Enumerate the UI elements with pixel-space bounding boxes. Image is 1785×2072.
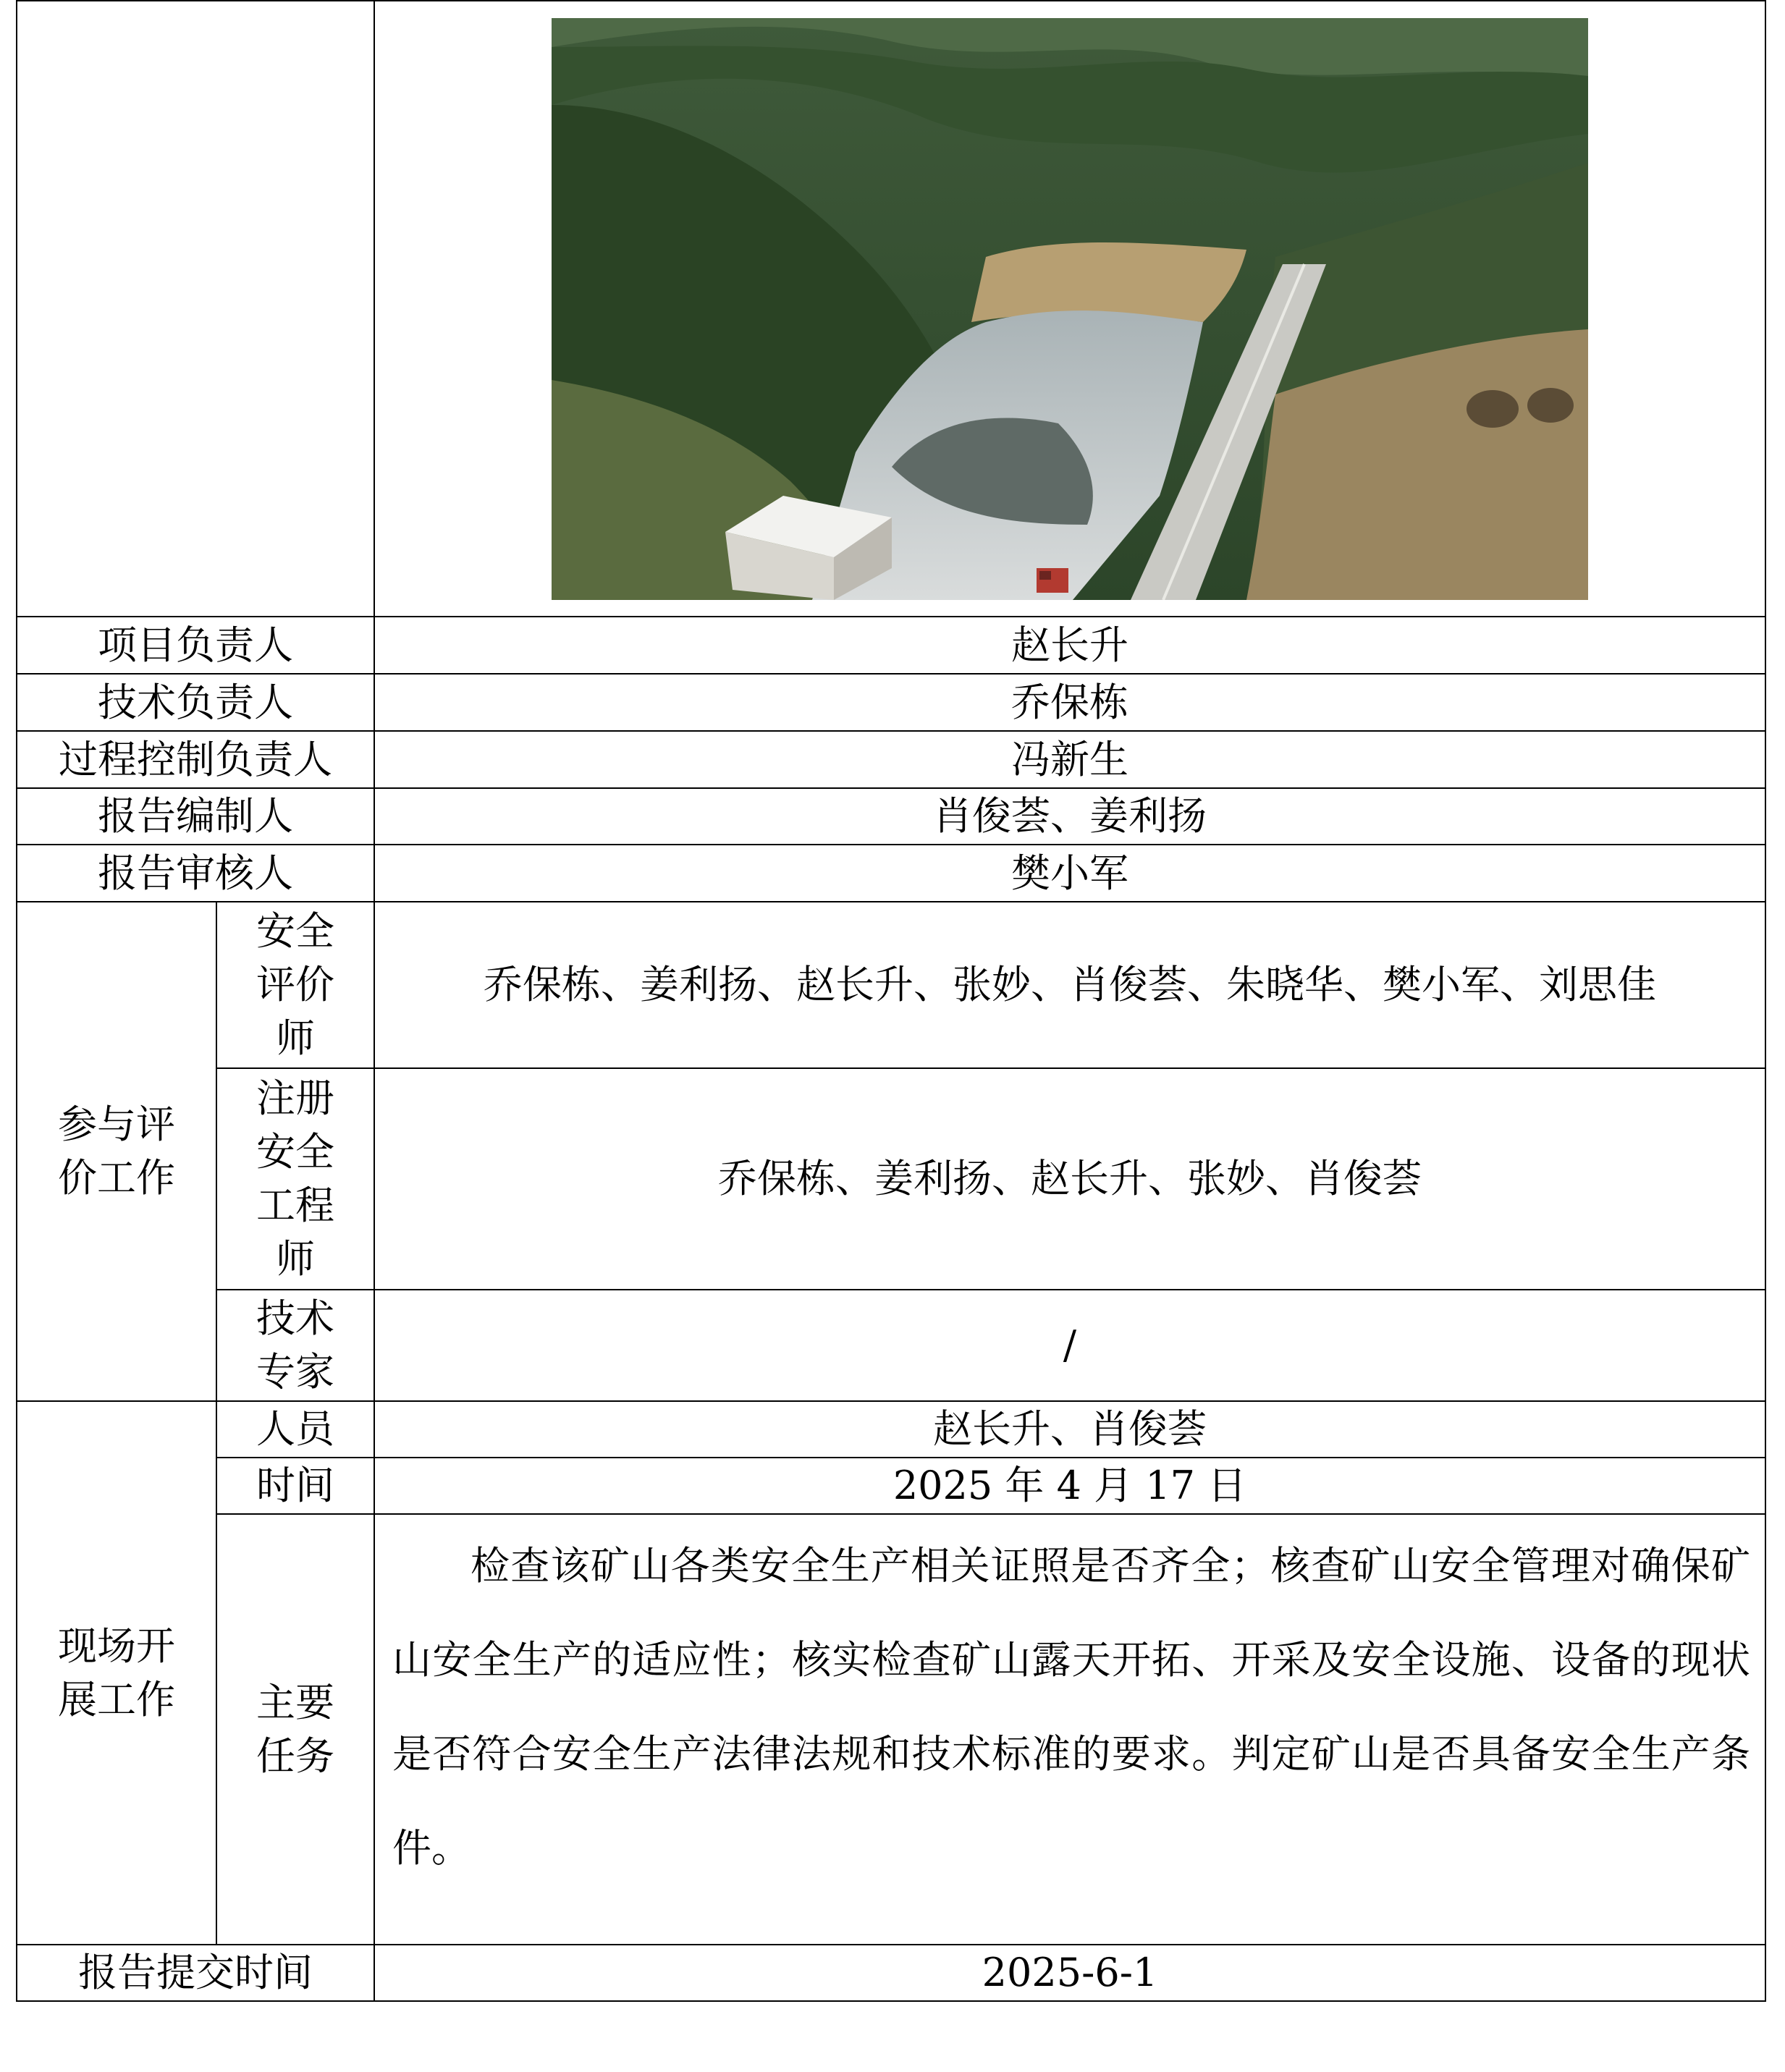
report-info-table (16, 0, 1766, 2002)
row-report-reviewer (17, 845, 1765, 902)
tech-lead-value: 乔保栋 (374, 674, 1765, 731)
row-project-lead (17, 617, 1765, 674)
submission-label: 报告提交时间 (17, 1945, 374, 2001)
site-personnel-label: 人员 (216, 1401, 374, 1458)
site-time-label: 时间 (216, 1458, 374, 1514)
row-site-personnel (17, 1401, 1765, 1458)
row-tech-lead (17, 674, 1765, 731)
photo-row (17, 1, 1765, 617)
tech-lead-label: 技术负责人 (17, 674, 374, 731)
row-process-lead (17, 731, 1765, 788)
row-site-tasks (17, 1514, 1765, 1945)
submission-value: 2025-6-1 (374, 1945, 1765, 2001)
process-lead-label: 过程控制负责人 (17, 731, 374, 788)
row-report-author (17, 788, 1765, 845)
site-time-value: 2025 年 4 月 17 日 (374, 1458, 1765, 1514)
report-author-label: 报告编制人 (17, 788, 374, 845)
site-work-label: 现场开展工作 (17, 1401, 216, 1945)
tech-experts-value: / (374, 1290, 1765, 1401)
row-registered-engineers (17, 1068, 1765, 1290)
site-tasks-cell (374, 1514, 1765, 1945)
process-lead-value: 冯新生 (374, 731, 1765, 788)
registered-engineers-value: 乔保栋、姜利扬、赵长升、张妙、肖俊荟 (374, 1068, 1765, 1290)
row-submission (17, 1945, 1765, 2001)
site-tasks-label: 主要任务 (216, 1514, 374, 1945)
safety-evaluators-value: 乔保栋、姜利扬、赵长升、张妙、肖俊荟、朱晓华、樊小军、刘思佳 (374, 902, 1765, 1068)
photo-cell (374, 1, 1765, 617)
participation-label: 参与评价工作 (17, 902, 216, 1401)
row-tech-experts (17, 1290, 1765, 1401)
safety-evaluators-label: 安全评价师 (216, 902, 374, 1068)
report-reviewer-value: 樊小军 (374, 845, 1765, 902)
site-personnel-value: 赵长升、肖俊荟 (374, 1401, 1765, 1458)
report-author-value: 肖俊荟、姜利扬 (374, 788, 1765, 845)
tech-experts-label: 技术专家 (216, 1290, 374, 1401)
row-site-time (17, 1458, 1765, 1514)
report-reviewer-label: 报告审核人 (17, 845, 374, 902)
photo-label-cell (17, 1, 374, 617)
mine-site-aerial-photo-icon (552, 18, 1588, 600)
project-lead-value: 赵长升 (374, 617, 1765, 674)
registered-engineers-label: 注册安全工程师 (216, 1068, 374, 1290)
row-safety-evaluators (17, 902, 1765, 1068)
site-tasks-value: 检查该矿山各类安全生产相关证照是否齐全；核查矿山安全管理对确保矿山安全生产的适应性；核实检查矿山露天开拓、开采及安全设施、设备的现状是否符合安全生产法律法规和技术标准的要求。判定矿山是否具备安全生产条件。 (392, 1543, 1750, 1871)
project-lead-label: 项目负责人 (17, 617, 374, 674)
